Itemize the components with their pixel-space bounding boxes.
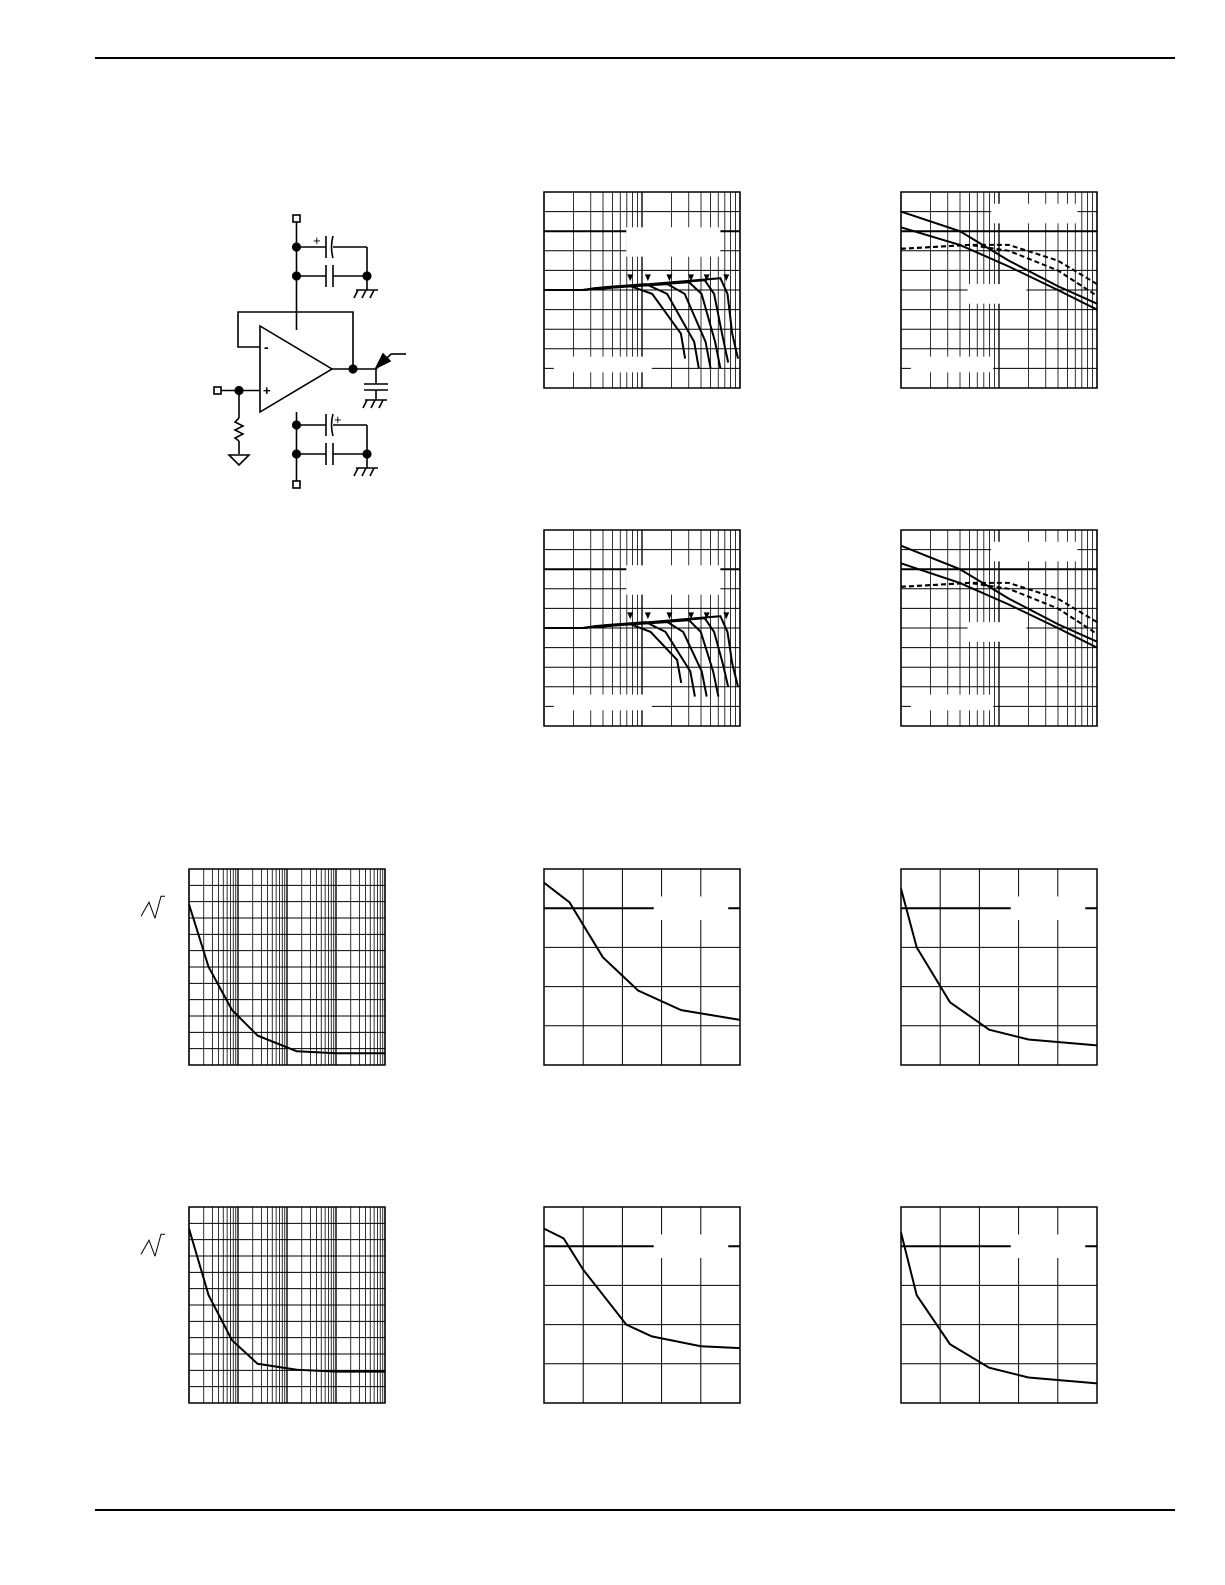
annotation-box — [554, 695, 652, 711]
legend-box — [1011, 896, 1085, 920]
linear-curve-3 — [544, 1207, 740, 1403]
legend-box — [654, 896, 728, 920]
op-amp-symbol — [260, 326, 332, 412]
annotation-box — [911, 695, 993, 711]
test-circuit-schematic — [214, 215, 406, 488]
gain-vs-frequency-1 — [544, 192, 740, 388]
sqrt-hz-icon — [155, 896, 165, 918]
legend-box — [991, 204, 1077, 224]
ground-symbol — [229, 455, 249, 465]
input-terminal — [214, 387, 221, 394]
voltage-noise-1 — [141, 869, 385, 1065]
noise-vs-frequency-1 — [901, 192, 1097, 388]
linear-curve-1 — [544, 869, 740, 1065]
ground-resistor — [235, 418, 243, 441]
cap-polarity-top: + — [313, 233, 321, 248]
opamp-minus-label: - — [264, 339, 269, 355]
node-dot — [349, 365, 357, 373]
supply-terminal-bottom — [293, 481, 300, 488]
noise-vs-frequency-2 — [901, 530, 1097, 726]
sqrt-hz-icon — [141, 902, 155, 918]
node-dot — [363, 272, 371, 280]
annotation-box — [968, 622, 1027, 642]
annotation-box — [554, 357, 652, 373]
legend-box — [626, 565, 720, 594]
cap-polarity-bottom: + — [334, 412, 342, 427]
node-dot — [363, 450, 371, 458]
linear-curve-2 — [901, 869, 1097, 1065]
legend-box — [991, 542, 1077, 562]
opamp-plus-label: + — [263, 383, 271, 398]
legend-box — [626, 227, 720, 256]
sqrt-hz-icon — [155, 1234, 165, 1256]
sqrt-hz-icon — [141, 1240, 155, 1256]
annotation-box — [968, 284, 1027, 304]
gain-vs-frequency-2 — [544, 530, 740, 726]
voltage-noise-2 — [141, 1207, 385, 1403]
linear-curve-4 — [901, 1207, 1097, 1403]
annotation-box — [911, 357, 993, 373]
supply-terminal-top — [293, 215, 300, 222]
legend-box — [654, 1234, 728, 1258]
legend-box — [1011, 1234, 1085, 1258]
